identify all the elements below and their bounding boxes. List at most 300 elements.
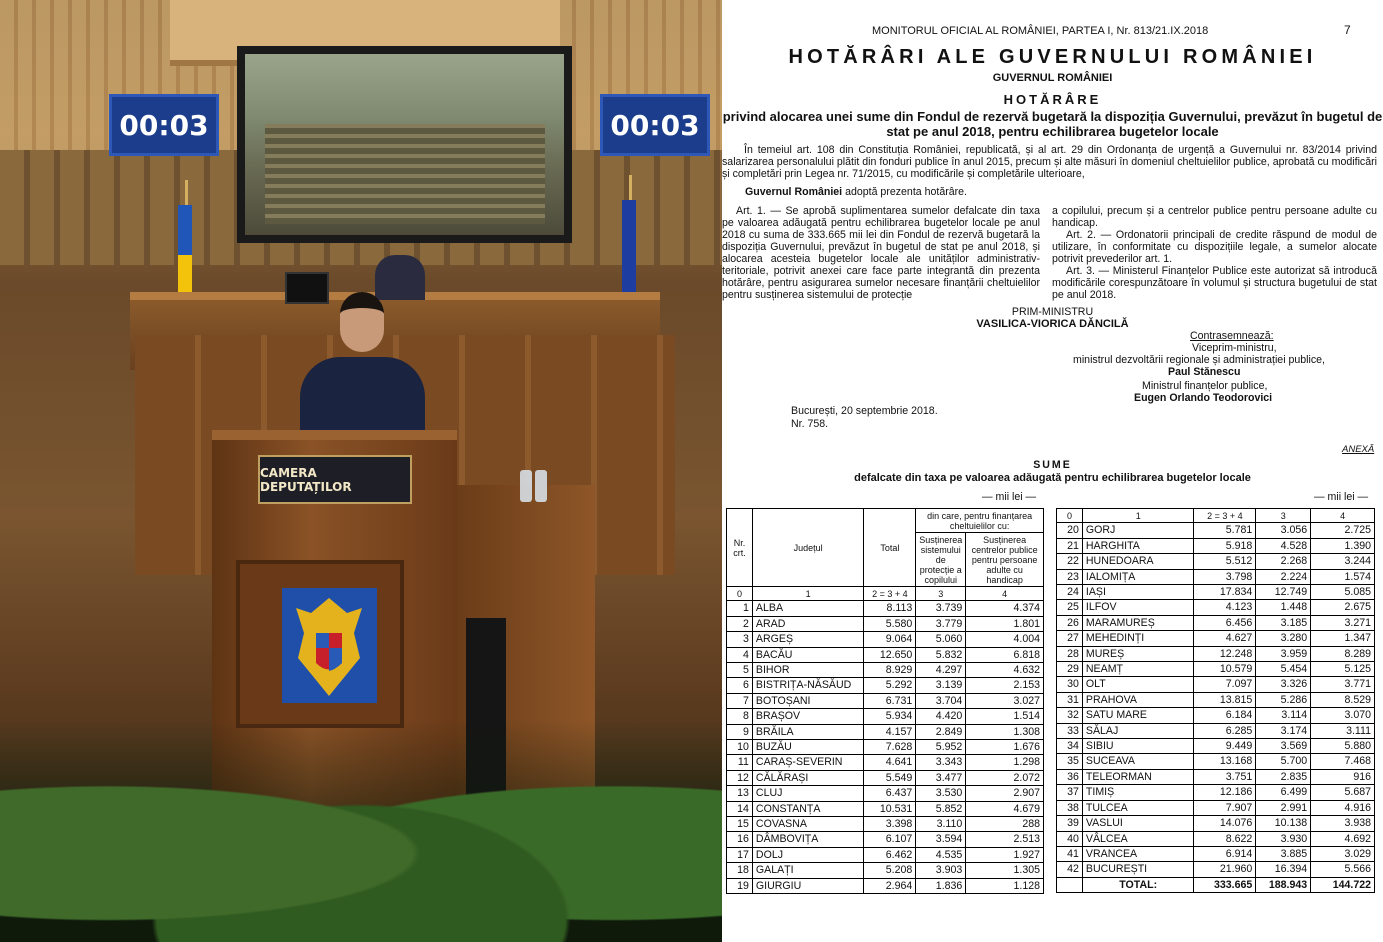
row-handicap: 3.271 xyxy=(1311,615,1375,630)
row-handicap: 288 xyxy=(966,817,1044,832)
table-row xyxy=(727,817,1044,832)
row-judet: DOLJ xyxy=(752,847,864,862)
ukraine-flag xyxy=(178,205,192,305)
row-judet: GIURGIU xyxy=(752,878,864,893)
allocation-table-right xyxy=(1056,508,1375,893)
row-total: 14.076 xyxy=(1194,816,1256,831)
table-row xyxy=(1057,800,1375,815)
row-nr: 32 xyxy=(1057,708,1083,723)
row-nr: 30 xyxy=(1057,677,1083,692)
row-copil: 16.394 xyxy=(1256,862,1311,877)
act-number: Nr. 758. xyxy=(791,418,829,430)
table-title: SUME xyxy=(1033,459,1072,471)
row-judet: BIHOR xyxy=(752,663,864,678)
row-nr: 15 xyxy=(727,817,753,832)
row-handicap: 3.070 xyxy=(1311,708,1375,723)
row-copil: 3.594 xyxy=(916,832,966,847)
col-header-judet: Județul xyxy=(752,509,864,587)
row-handicap: 4.692 xyxy=(1311,831,1375,846)
row-copil: 3.174 xyxy=(1256,723,1311,738)
row-copil: 3.056 xyxy=(1256,523,1311,538)
row-nr: 6 xyxy=(727,678,753,693)
row-handicap: 1.927 xyxy=(966,847,1044,862)
row-handicap: 3.244 xyxy=(1311,554,1375,569)
row-nr: 7 xyxy=(727,693,753,708)
row-copil: 4.528 xyxy=(1256,538,1311,553)
row-judet: ALBA xyxy=(752,601,864,616)
water-bottle xyxy=(535,470,547,502)
row-judet: BACĂU xyxy=(752,647,864,662)
unit-label-right: — mii lei — xyxy=(1314,491,1369,503)
col-header-nr: Nr. crt. xyxy=(727,509,753,587)
row-nr: 19 xyxy=(727,878,753,893)
row-total: 5.781 xyxy=(1194,523,1256,538)
row-nr: 10 xyxy=(727,740,753,755)
countersign-label: Contrasemnează: xyxy=(1190,330,1274,342)
row-total: 7.628 xyxy=(864,740,916,755)
row-total: 6.462 xyxy=(864,847,916,862)
row-handicap: 7.468 xyxy=(1311,754,1375,769)
row-copil: 5.454 xyxy=(1256,662,1311,677)
row-total: 4.641 xyxy=(864,755,916,770)
row-copil: 3.280 xyxy=(1256,631,1311,646)
index-2: 2 = 3 + 4 xyxy=(1194,509,1256,523)
row-copil: 3.139 xyxy=(916,678,966,693)
row-total: 5.580 xyxy=(864,616,916,631)
table-row xyxy=(1057,708,1375,723)
row-handicap: 2.513 xyxy=(966,832,1044,847)
row-judet: SATU MARE xyxy=(1082,708,1194,723)
row-judet: HARGHITA xyxy=(1082,538,1194,553)
signatory-1-role: Viceprim-ministru, xyxy=(1192,342,1277,354)
row-judet: SĂLAJ xyxy=(1082,723,1194,738)
video-screen xyxy=(237,46,572,243)
presiding-person xyxy=(375,255,425,300)
row-nr: 12 xyxy=(727,770,753,785)
row-nr: 41 xyxy=(1057,846,1083,861)
row-nr: 28 xyxy=(1057,646,1083,661)
index-1: 1 xyxy=(1082,509,1194,523)
index-3: 3 xyxy=(1256,509,1311,523)
total-row xyxy=(1057,877,1375,892)
table-row xyxy=(727,770,1044,785)
table-row xyxy=(727,847,1044,862)
row-handicap: 1.298 xyxy=(966,755,1044,770)
row-total: 13.815 xyxy=(1194,692,1256,707)
article-2: Art. 2. — Ordonatorii principali de credite răspund de modul de utilizare, în conformitate cu dispozițiile legale, a sumelor alocate potrivit prevederilor art. 1. xyxy=(1052,229,1377,265)
table-row xyxy=(1057,585,1375,600)
row-copil: 3.959 xyxy=(1256,646,1311,661)
row-copil: 5.852 xyxy=(916,801,966,816)
table-row xyxy=(727,878,1044,893)
row-handicap: 1.128 xyxy=(966,878,1044,893)
preamble: În temeiul art. 108 din Constituția României, republicată, și al art. 29 din Ordonanța de urgență a Guvernului nr. 83/2014 privind salarizarea personalului plătit din fonduri publice în anul 2015, precum și alte măsuri în domeniul cheltuielilor publice, aprobată cu modificări și completări prin Legea nr. 71/2015, cu modificările și completările ulterioare, xyxy=(722,144,1377,180)
adoption-subject: Guvernul României xyxy=(745,186,843,198)
total-sum: 333.665 xyxy=(1194,877,1256,892)
row-handicap: 1.308 xyxy=(966,724,1044,739)
row-judet: VÂLCEA xyxy=(1082,831,1194,846)
row-handicap: 3.029 xyxy=(1311,846,1375,861)
row-nr: 4 xyxy=(727,647,753,662)
row-handicap: 4.916 xyxy=(1311,800,1375,815)
total-copil: 188.943 xyxy=(1256,877,1311,892)
row-nr: 33 xyxy=(1057,723,1083,738)
issuer: GUVERNUL ROMÂNIEI xyxy=(992,72,1113,84)
row-copil: 3.477 xyxy=(916,770,966,785)
row-judet: MUREȘ xyxy=(1082,646,1194,661)
row-judet: MARAMUREȘ xyxy=(1082,615,1194,630)
row-nr: 20 xyxy=(1057,523,1083,538)
table-row xyxy=(1057,785,1375,800)
row-total: 4.123 xyxy=(1194,600,1256,615)
row-judet: CARAȘ-SEVERIN xyxy=(752,755,864,770)
row-nr: 11 xyxy=(727,755,753,770)
row-handicap: 6.818 xyxy=(966,647,1044,662)
official-gazette-page xyxy=(722,0,1383,942)
table-row xyxy=(1057,769,1375,784)
row-total: 6.184 xyxy=(1194,708,1256,723)
romanian-coat-of-arms-icon xyxy=(282,588,377,703)
annex-label: ANEXĂ xyxy=(1342,444,1375,455)
row-nr: 25 xyxy=(1057,600,1083,615)
row-nr: 5 xyxy=(727,663,753,678)
table-row xyxy=(1057,538,1375,553)
row-handicap: 1.347 xyxy=(1311,631,1375,646)
table-row xyxy=(1057,615,1375,630)
row-judet: MEHEDINȚI xyxy=(1082,631,1194,646)
table-row xyxy=(1057,662,1375,677)
col-header-handicap: Susținerea centrelor publice pentru persoane adulte cu handicap xyxy=(966,533,1044,587)
row-handicap: 2.907 xyxy=(966,786,1044,801)
row-nr: 8 xyxy=(727,709,753,724)
row-judet: BISTRIȚA-NĂSĂUD xyxy=(752,678,864,693)
row-total: 10.531 xyxy=(864,801,916,816)
row-nr: 18 xyxy=(727,863,753,878)
table-row xyxy=(727,801,1044,816)
article-1: Art. 1. — Se aprobă suplimentarea sumelor defalcate din taxa pe valoarea adăugată pentru echilibrarea bugetelor locale pe anul 2018 cu suma de 333.665 mii lei din Fondul de rezervă bugetară la dispoziția Guvernului, prevăzut în bugetul de stat pe anul 2018, și alocarea acesteia bugetelor locale ale unităților administrativ-teritoriale, potrivit anexei care face parte integrantă din prezenta hotărâre, pentru asigurarea sumelor necesare finanțării cheltuielilor pentru susținerea sistemului de protecție xyxy=(722,205,1040,301)
row-total: 12.248 xyxy=(1194,646,1256,661)
row-handicap: 4.679 xyxy=(966,801,1044,816)
row-handicap: 8.289 xyxy=(1311,646,1375,661)
row-nr: 16 xyxy=(727,832,753,847)
eu-flag xyxy=(622,200,636,300)
row-copil: 6.499 xyxy=(1256,785,1311,800)
row-handicap: 1.305 xyxy=(966,863,1044,878)
row-handicap: 5.085 xyxy=(1311,585,1375,600)
row-judet: TIMIȘ xyxy=(1082,785,1194,800)
table-row xyxy=(1057,846,1375,861)
row-copil: 4.297 xyxy=(916,663,966,678)
row-handicap: 2.725 xyxy=(1311,523,1375,538)
table-row xyxy=(1057,569,1375,584)
row-judet: BOTOȘANI xyxy=(752,693,864,708)
total-blank xyxy=(1057,877,1083,892)
row-nr: 29 xyxy=(1057,662,1083,677)
row-judet: CLUJ xyxy=(752,786,864,801)
row-handicap: 916 xyxy=(1311,769,1375,784)
row-judet: COVASNA xyxy=(752,817,864,832)
row-judet: ARGEȘ xyxy=(752,632,864,647)
row-total: 12.650 xyxy=(864,647,916,662)
row-judet: IAȘI xyxy=(1082,585,1194,600)
row-handicap: 3.771 xyxy=(1311,677,1375,692)
prime-minister-title: PRIM-MINISTRU xyxy=(1011,306,1094,318)
signatory-2-role: Ministrul finanțelor publice, xyxy=(1142,380,1268,392)
row-copil: 2.224 xyxy=(1256,569,1311,584)
row-nr: 23 xyxy=(1057,569,1083,584)
tribune-monitor xyxy=(285,272,329,304)
row-judet: BUZĂU xyxy=(752,740,864,755)
row-nr: 31 xyxy=(1057,692,1083,707)
table-row xyxy=(727,786,1044,801)
row-total: 5.208 xyxy=(864,863,916,878)
table-row xyxy=(727,616,1044,631)
row-total: 3.751 xyxy=(1194,769,1256,784)
row-judet: GORJ xyxy=(1082,523,1194,538)
table-row xyxy=(727,601,1044,616)
row-copil: 3.185 xyxy=(1256,615,1311,630)
table-row xyxy=(1057,646,1375,661)
foreground-plants xyxy=(0,720,722,942)
row-total: 17.834 xyxy=(1194,585,1256,600)
row-copil: 5.832 xyxy=(916,647,966,662)
row-nr: 42 xyxy=(1057,862,1083,877)
signatory-1-ministry: ministrul dezvoltării regionale și administrației publice, xyxy=(1073,354,1326,366)
table-row xyxy=(727,678,1044,693)
row-copil: 3.343 xyxy=(916,755,966,770)
row-total: 7.907 xyxy=(1194,800,1256,815)
row-handicap: 5.566 xyxy=(1311,862,1375,877)
row-copil: 2.268 xyxy=(1256,554,1311,569)
timer-right: 00:03 xyxy=(600,94,710,156)
row-nr: 22 xyxy=(1057,554,1083,569)
place-date: București, 20 septembrie 2018. xyxy=(791,405,938,417)
row-copil: 3.704 xyxy=(916,693,966,708)
speaker-body xyxy=(300,357,425,437)
articles-right-column xyxy=(1052,205,1377,301)
row-total: 6.731 xyxy=(864,693,916,708)
table-row xyxy=(1057,554,1375,569)
row-copil: 2.991 xyxy=(1256,800,1311,815)
row-handicap: 3.938 xyxy=(1311,816,1375,831)
row-handicap: 1.574 xyxy=(1311,569,1375,584)
row-nr: 36 xyxy=(1057,769,1083,784)
row-total: 9.449 xyxy=(1194,739,1256,754)
row-nr: 17 xyxy=(727,847,753,862)
table-row xyxy=(1057,692,1375,707)
col-header-copil: Susținerea sistemului de protecție a copilului xyxy=(916,533,966,587)
speaker-head xyxy=(340,292,384,352)
timer-left: 00:03 xyxy=(109,94,219,156)
water-bottle xyxy=(520,470,532,502)
row-judet: OLT xyxy=(1082,677,1194,692)
table-row xyxy=(727,724,1044,739)
row-copil: 3.930 xyxy=(1256,831,1311,846)
table-row xyxy=(727,709,1044,724)
row-handicap: 3.111 xyxy=(1311,723,1375,738)
prime-minister-name: VASILICA-VIORICA DĂNCILĂ xyxy=(976,318,1129,330)
row-handicap: 5.687 xyxy=(1311,785,1375,800)
total-label: TOTAL: xyxy=(1082,877,1194,892)
row-copil: 4.420 xyxy=(916,709,966,724)
chamber-nameplate: CAMERA DEPUTAȚILOR xyxy=(258,455,412,504)
row-judet: HUNEDOARA xyxy=(1082,554,1194,569)
row-copil: 5.952 xyxy=(916,740,966,755)
row-handicap: 5.125 xyxy=(1311,662,1375,677)
row-judet: ILFOV xyxy=(1082,600,1194,615)
row-judet: NEAMȚ xyxy=(1082,662,1194,677)
screen-image xyxy=(245,54,564,235)
row-nr: 13 xyxy=(727,786,753,801)
row-copil: 10.138 xyxy=(1256,816,1311,831)
table-row xyxy=(1057,723,1375,738)
index-4: 4 xyxy=(1311,509,1375,523)
table-row xyxy=(1057,677,1375,692)
row-copil: 5.060 xyxy=(916,632,966,647)
row-judet: BRAȘOV xyxy=(752,709,864,724)
row-copil: 3.530 xyxy=(916,786,966,801)
table-row xyxy=(1057,523,1375,538)
row-nr: 37 xyxy=(1057,785,1083,800)
row-copil: 3.110 xyxy=(916,817,966,832)
signatory-2-name: Eugen Orlando Teodorovici xyxy=(1134,392,1273,404)
row-total: 5.512 xyxy=(1194,554,1256,569)
row-copil: 3.779 xyxy=(916,616,966,631)
row-judet: GALAȚI xyxy=(752,863,864,878)
row-handicap: 2.153 xyxy=(966,678,1044,693)
row-copil: 3.885 xyxy=(1256,846,1311,861)
row-total: 9.064 xyxy=(864,632,916,647)
row-total: 6.107 xyxy=(864,832,916,847)
table-row xyxy=(1057,831,1375,846)
table-row xyxy=(727,663,1044,678)
index-4: 4 xyxy=(966,587,1044,601)
row-judet: CĂLĂRAȘI xyxy=(752,770,864,785)
row-total: 5.549 xyxy=(864,770,916,785)
row-total: 5.934 xyxy=(864,709,916,724)
total-handicap: 144.722 xyxy=(1311,877,1375,892)
row-total: 3.798 xyxy=(1194,569,1256,584)
row-total: 7.097 xyxy=(1194,677,1256,692)
row-total: 4.157 xyxy=(864,724,916,739)
table-row xyxy=(1057,754,1375,769)
row-total: 8.113 xyxy=(864,601,916,616)
row-judet: SUCEAVA xyxy=(1082,754,1194,769)
row-nr: 40 xyxy=(1057,831,1083,846)
row-total: 5.292 xyxy=(864,678,916,693)
row-copil: 2.835 xyxy=(1256,769,1311,784)
row-handicap: 4.004 xyxy=(966,632,1044,647)
row-total: 6.914 xyxy=(1194,846,1256,861)
row-total: 4.627 xyxy=(1194,631,1256,646)
table-row xyxy=(1057,600,1375,615)
row-handicap: 5.880 xyxy=(1311,739,1375,754)
index-0: 0 xyxy=(1057,509,1083,523)
row-copil: 3.326 xyxy=(1256,677,1311,692)
row-handicap: 1.801 xyxy=(966,616,1044,631)
row-judet: DÂMBOVIȚA xyxy=(752,832,864,847)
row-nr: 14 xyxy=(727,801,753,816)
table-row xyxy=(727,863,1044,878)
table-row xyxy=(727,832,1044,847)
row-nr: 34 xyxy=(1057,739,1083,754)
row-judet: ARAD xyxy=(752,616,864,631)
unit-label-left: — mii lei — xyxy=(982,491,1037,503)
row-nr: 2 xyxy=(727,616,753,631)
table-row xyxy=(727,755,1044,770)
row-judet: PRAHOVA xyxy=(1082,692,1194,707)
row-copil: 5.700 xyxy=(1256,754,1311,769)
row-total: 8.929 xyxy=(864,663,916,678)
row-total: 8.622 xyxy=(1194,831,1256,846)
table-row xyxy=(1057,816,1375,831)
row-handicap: 4.632 xyxy=(966,663,1044,678)
adoption-text: adoptă prezenta hotărâre. xyxy=(842,186,967,198)
act-type: HOTĂRÂRE xyxy=(1003,92,1102,107)
row-nr: 9 xyxy=(727,724,753,739)
row-total: 2.964 xyxy=(864,878,916,893)
gazette-header: MONITORUL OFICIAL AL ROMÂNIEI, PARTEA I, Nr. 813/21.IX.2018 xyxy=(872,25,1209,37)
row-copil: 2.849 xyxy=(916,724,966,739)
article-3: Art. 3. — Ministerul Finanțelor Publice este autorizat să introducă modificările corespunzătoare în volumul și structura bugetului de stat pe anul 2018. xyxy=(1052,265,1377,301)
index-2: 2 = 3 + 4 xyxy=(864,587,916,601)
allocation-table-left xyxy=(726,508,1044,894)
row-copil: 12.749 xyxy=(1256,585,1311,600)
row-total: 6.285 xyxy=(1194,723,1256,738)
row-total: 21.960 xyxy=(1194,862,1256,877)
row-nr: 3 xyxy=(727,632,753,647)
row-nr: 26 xyxy=(1057,615,1083,630)
row-copil: 3.114 xyxy=(1256,708,1311,723)
section-title: HOTĂRÂRI ALE GUVERNULUI ROMÂNIEI xyxy=(788,46,1317,68)
row-handicap: 1.676 xyxy=(966,740,1044,755)
page-number: 7 xyxy=(1344,23,1351,37)
row-copil: 1.836 xyxy=(916,878,966,893)
table-row xyxy=(1057,739,1375,754)
col-header-total: Total xyxy=(864,509,916,587)
row-judet: VRANCEA xyxy=(1082,846,1194,861)
row-nr: 27 xyxy=(1057,631,1083,646)
row-judet: BRĂILA xyxy=(752,724,864,739)
row-nr: 1 xyxy=(727,601,753,616)
table-row xyxy=(727,740,1044,755)
row-total: 10.579 xyxy=(1194,662,1256,677)
table-subtitle: defalcate din taxa pe valoarea adăugată pentru echilibrarea bugetelor locale xyxy=(854,472,1251,484)
row-total: 6.456 xyxy=(1194,615,1256,630)
row-nr: 35 xyxy=(1057,754,1083,769)
article-1-continued: a copilului, precum și a centrelor publice pentru persoane adulte cu handicap. xyxy=(1052,205,1377,229)
row-copil: 5.286 xyxy=(1256,692,1311,707)
row-handicap: 2.072 xyxy=(966,770,1044,785)
row-handicap: 3.027 xyxy=(966,693,1044,708)
row-copil: 4.535 xyxy=(916,847,966,862)
table-row xyxy=(1057,862,1375,877)
row-nr: 39 xyxy=(1057,816,1083,831)
row-judet: IALOMIȚA xyxy=(1082,569,1194,584)
row-handicap: 1.514 xyxy=(966,709,1044,724)
row-total: 13.168 xyxy=(1194,754,1256,769)
row-nr: 38 xyxy=(1057,800,1083,815)
row-total: 5.918 xyxy=(1194,538,1256,553)
row-handicap: 1.390 xyxy=(1311,538,1375,553)
index-0: 0 xyxy=(727,587,753,601)
table-row xyxy=(727,693,1044,708)
row-copil: 3.569 xyxy=(1256,739,1311,754)
row-handicap: 4.374 xyxy=(966,601,1044,616)
row-total: 3.398 xyxy=(864,817,916,832)
row-judet: SIBIU xyxy=(1082,739,1194,754)
row-total: 12.186 xyxy=(1194,785,1256,800)
